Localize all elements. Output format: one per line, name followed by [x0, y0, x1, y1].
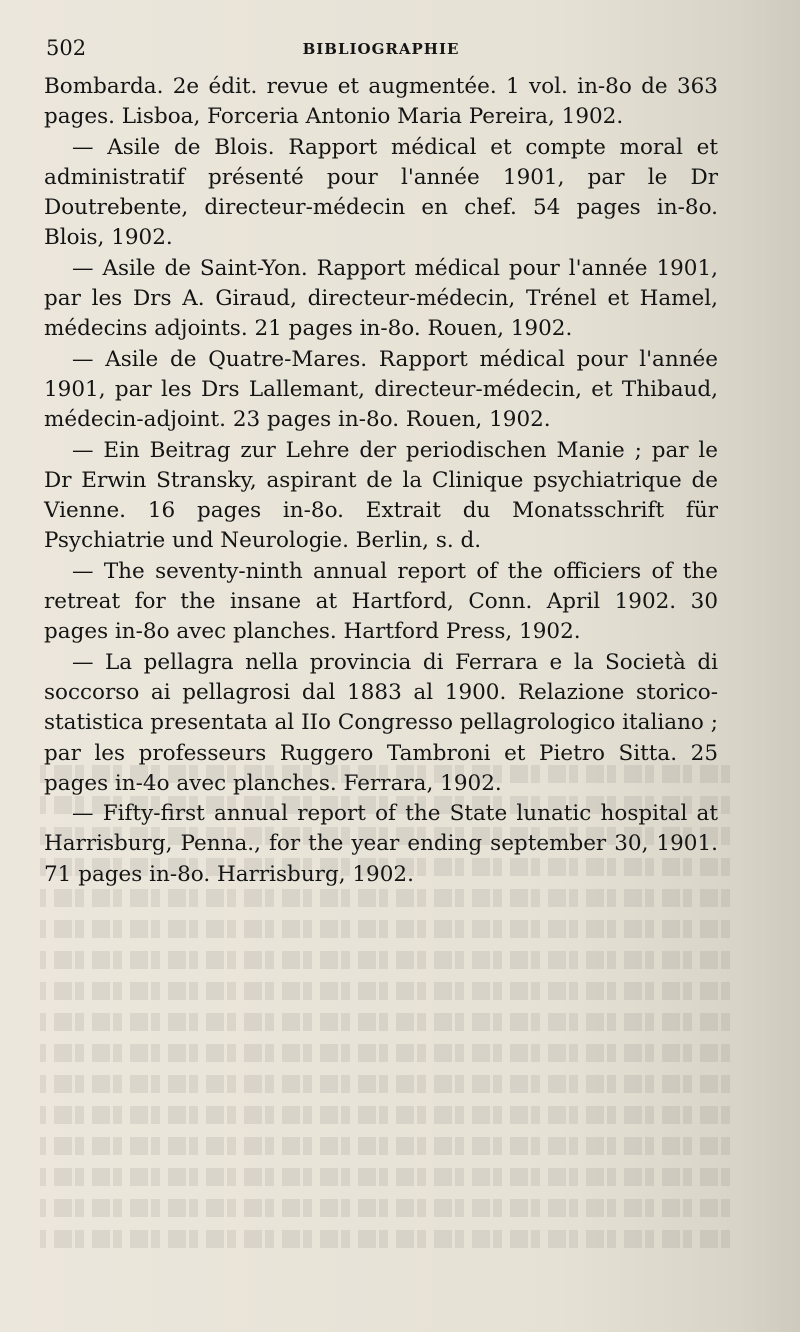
bibliography-entry: — Fifty-first annual report of the State lunatic hospital at Harrisburg, Penna., for the year ending september 30, 1901. 71 pages in-8o. Harrisburg, 1902.	[44, 801, 718, 887]
bibliography-entry: — La pellagra nella provincia di Ferrara e la Società di soccorso ai pellagrosi dal 1883 al 1900. Relazione storico-statistica presentata al IIo Congresso pellagrologico italiano ; par les professeurs Ruggero Tambroni et Pietro Sitta. 25 pages in-4o avec planches. Ferrara, 1902.	[44, 649, 718, 796]
page-number: 502	[46, 36, 87, 60]
page-header	[46, 36, 716, 62]
bibliography-entry: — Asile de Saint-Yon. Rapport médical pour l'année 1901, par les Drs A. Giraud, directeur-médecin, Trénel et Hamel, médecins adjoints. 21 pages in-8o. Rouen, 1902.	[44, 255, 718, 342]
bibliography-entry: Bombarda. 2e édit. revue et augmentée. 1 vol. in-8o de 363 pages. Lisboa, Forceria Antonio Maria Pereira, 1902.	[44, 74, 718, 130]
bibliography-entry: — Asile de Blois. Rapport médical et compte moral et administratif présenté pour l'année 1901, par le Dr Doutrebente, directeur-médecin en chef. 54 pages in-8o. Blois, 1902.	[44, 134, 718, 251]
bibliography-entry: — Ein Beitrag zur Lehre der periodischen Manie ; par le Dr Erwin Stransky, aspirant de la Clinique psychiatrique de Vienne. 16 pages in-8o. Extrait du Monatsschrift für Psychiatrie und Neurologie. Berlin, s. d.	[44, 437, 718, 554]
bibliography-entry: — Asile de Quatre-Mares. Rapport médical pour l'année 1901, par les Drs Lallemant, directeur-médecin, et Thibaud, médecin-adjoint. 23 pages in-8o. Rouen, 1902.	[44, 346, 718, 433]
bibliography-entries	[44, 72, 718, 890]
bibliography-entry: — The seventy-ninth annual report of the officiers of the retreat for the insane at Hartford, Conn. April 1902. 30 pages in-8o avec planches. Hartford Press, 1902.	[44, 558, 718, 645]
running-title: BIBLIOGRAPHIE	[302, 40, 460, 58]
